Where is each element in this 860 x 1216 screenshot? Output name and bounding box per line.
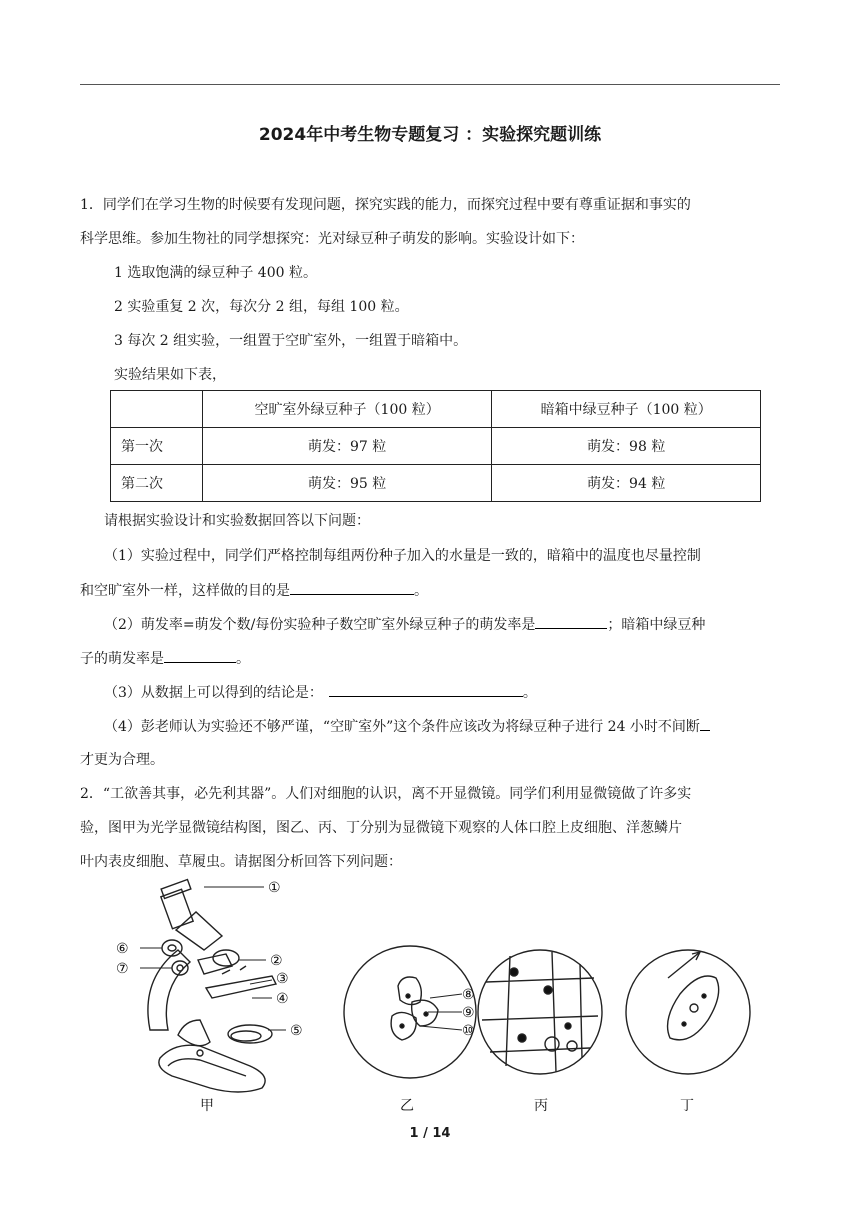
q1-sub2-line2: 子的萌发率是 。 (80, 648, 250, 669)
table-cell (111, 391, 203, 428)
table-cell: 萌发：95 粒 (202, 465, 492, 502)
answer-blank-1[interactable] (290, 580, 414, 595)
table-cell: 第一次 (111, 428, 203, 465)
label-8: ⑧ (462, 987, 475, 1003)
microscope-illustration (148, 880, 276, 1092)
table-cell: 暗箱中绿豆种子（100 粒） (492, 391, 761, 428)
label-9: ⑨ (462, 1005, 475, 1021)
q1-sub3: （3）从数据上可以得到的结论是： 。 (104, 682, 537, 703)
answer-blank-5[interactable] (700, 716, 710, 731)
caption-jia: 甲 (200, 1098, 214, 1114)
q1-step1: 1 选取饱满的绿豆种子 400 粒。 (114, 265, 317, 281)
q2-intro-line2: 验，图甲为光学显微镜结构图，图乙、丙、丁分别为显微镜下观察的人体口腔上皮细胞、洋葱鳞片 (80, 820, 682, 836)
q1-step3: 3 每次 2 组实验，一组置于空旷室外，一组置于暗箱中。 (114, 333, 468, 349)
q2-intro-line3: 叶内表皮细胞、草履虫。请据图分析回答下列问题： (80, 854, 402, 870)
caption-ding: 丁 (680, 1098, 694, 1114)
onion-cells-view (478, 950, 602, 1074)
q1-sub4-line2: 才更为合理。 (80, 752, 164, 768)
caption-bing: 丙 (534, 1098, 548, 1114)
label-4: ④ (276, 991, 289, 1007)
q2-intro-line1: 2．“工欲善其事，必先利其器”。人们对细胞的认识，离不开显微镜。同学们利用显微镜做了许多实 (80, 786, 692, 802)
label-5: ⑤ (290, 1023, 303, 1039)
label-1: ① (268, 880, 281, 896)
table-cell: 第二次 (111, 465, 203, 502)
table-cell: 萌发：98 粒 (492, 428, 761, 465)
label-6: ⑥ (116, 941, 129, 957)
table-row (111, 465, 761, 502)
q1-intro-line1: 1．同学们在学习生物的时候要有发现问题，探究实践的能力，而探究过程中要有尊重证据和事实的 (80, 197, 691, 213)
table-header-row (111, 391, 761, 428)
answer-blank-4[interactable] (329, 682, 523, 697)
table-cell: 萌发：94 粒 (492, 465, 761, 502)
q1-step2: 2 实验重复 2 次，每次分 2 组，每组 100 粒。 (114, 299, 409, 315)
page-title: 2024年中考生物专题复习 ：实验探究题训练 (258, 125, 602, 145)
q1-sub1-line2: 和空旷室外一样，这样做的目的是 。 (80, 580, 428, 601)
q1-result-intro: 实验结果如下表， (114, 367, 226, 383)
answer-blank-3[interactable] (164, 648, 236, 663)
header-rule (80, 84, 780, 85)
q1-prompt: 请根据实验设计和实验数据回答以下问题： (104, 513, 370, 529)
figure-microscope-cells (0, 870, 860, 1120)
table-cell: 萌发：97 粒 (202, 428, 492, 465)
label-2: ② (270, 953, 283, 969)
results-table (110, 390, 761, 502)
label-10: ⑩ (462, 1023, 475, 1039)
q1-sub1-line1: （1）实验过程中，同学们严格控制每组两份种子加入的水量是一致的，暗箱中的温度也尽量控制 (104, 548, 701, 564)
answer-blank-2[interactable] (535, 614, 607, 629)
label-3: ③ (276, 971, 289, 987)
q1-sub2-line1: （2）萌发率=萌发个数/每份实验种子数空旷室外绿豆种子的萌发率是 ；暗箱中绿豆种 (104, 614, 705, 635)
q1-intro-line2: 科学思维。参加生物社的同学想探究：光对绿豆种子萌发的影响。实验设计如下： (80, 231, 584, 247)
table-row (111, 428, 761, 465)
caption-yi: 乙 (400, 1098, 414, 1114)
page-number: 1 / 14 (409, 1126, 451, 1141)
label-7: ⑦ (116, 961, 129, 977)
paramecium-view (626, 950, 750, 1074)
q1-sub4-line1: （4）彭老师认为实验还不够严谨，“空旷室外”这个条件应该改为将绿豆种子进行 24 小时不间断 (104, 716, 710, 737)
table-cell: 空旷室外绿豆种子（100 粒） (202, 391, 492, 428)
